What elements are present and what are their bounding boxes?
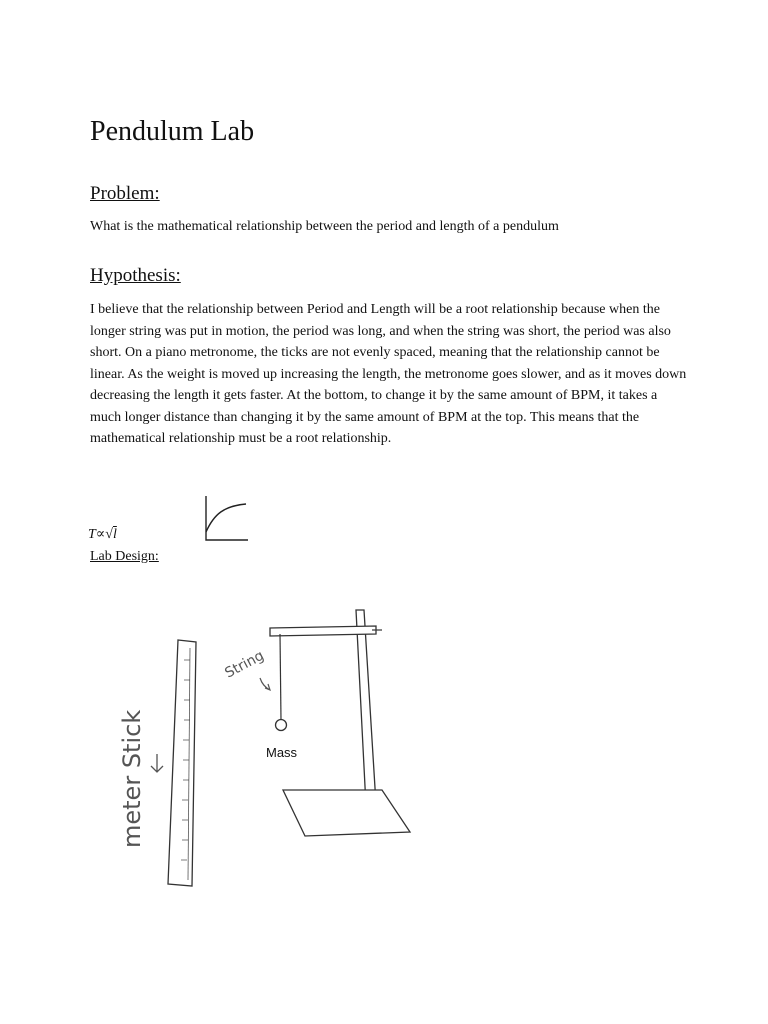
problem-text: What is the mathematical relationship between the period and length of a pendulum: [90, 219, 559, 234]
problem-heading: Problem:: [90, 183, 160, 204]
arrow-icon: [151, 754, 163, 772]
string-arrow-icon: [260, 678, 270, 690]
mass-label: Mass: [266, 745, 298, 760]
pendulum-string: [280, 634, 281, 720]
lab-design-sketch: [100, 600, 420, 900]
root-curve-sketch: [200, 492, 252, 544]
page-title: Pendulum Lab: [90, 116, 255, 147]
formula: [88, 526, 117, 543]
string-label: String: [222, 647, 267, 682]
meter-stick-label: meter Stick: [118, 709, 146, 848]
pendulum-stand: [270, 610, 410, 836]
formula-proportional: ∝: [95, 527, 106, 542]
hypothesis-heading: Hypothesis:: [90, 265, 181, 286]
meter-stick: [168, 640, 196, 886]
formula-root: √: [105, 527, 113, 542]
formula-period: T: [88, 527, 96, 542]
formula-length: l: [112, 527, 117, 542]
lab-design-heading: Lab Design:: [90, 549, 159, 564]
hypothesis-text: I believe that the relationship between Period and Length will be a root relationship because when the longer string was put in motion, the period was long, and when the string was short, the period was also short. On a piano metronome, the ticks are not evenly spaced, meaning that the relationship cannot be linear. As the weight is moved up increasing the length, the metronome goes slower, and as it moves down decreasing the length it gets faster. At the bottom, to change it by the same amount of BPM, it takes a much longer distance than changing it by the same amount of BPM at the top. This means that the mathematical relationship must be a root relationship.: [90, 302, 687, 446]
pendulum-mass: [276, 720, 287, 731]
